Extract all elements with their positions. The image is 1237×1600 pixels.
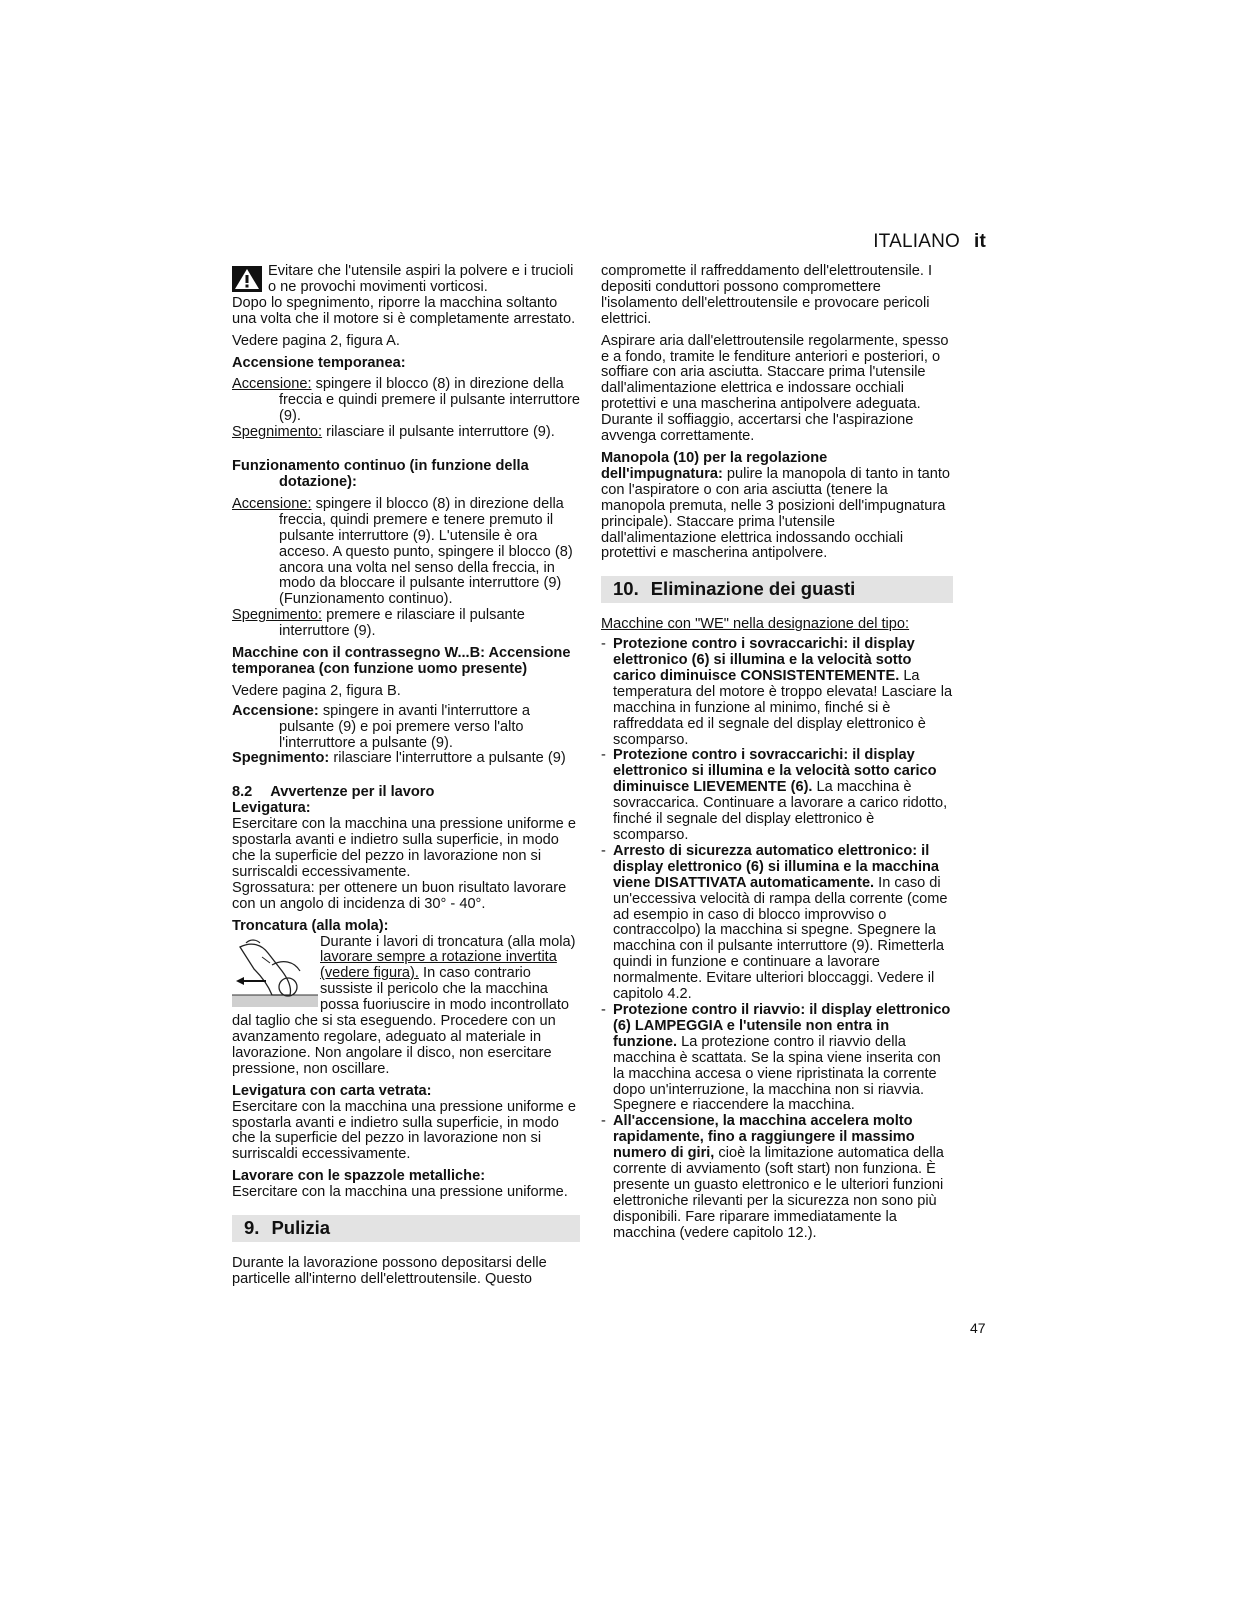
item-bold: Arresto di sicurezza automatico elettronico: il display elettronico (6) si illumina e la macchina viene DISATTIVATA automaticamente. [613,842,940,891]
item-text: In caso di un'eccessiva velocità di rampa della corrente (come ad esempio in caso di blocco improvviso o contraccolpo) la macchina si spegne. Spegnere la macchina con il pulsante interruttore (9). Rimetterla quindi in funzione e continuare a lavorare normalmente. Evitare ulteriori bloccaggi. Vedere il capitolo 4.2. [613,874,948,1003]
paragraph: Dopo lo spegnimento, riporre la macchina soltanto una volta che il motore si è completamente arrestato. [232,294,576,327]
item-bold: Protezione contro i sovraccarichi: il display elettronico si illumina e la velocità sotto carico diminuisce LIEVEMENTE (6). [613,747,937,796]
header-language-code: it [973,231,986,252]
section-number: 10. [613,578,639,600]
instruction-text: spingere il blocco (8) in direzione della freccia, quindi premere e tenere premuto il pulsante interruttore (9). L'utensile è ora acceso. A questo punto, spingere il blocco (8) ancora una volta nel senso della freccia, in modo da bloccare il pulsante interruttore (9) (Funzionamento continuo). [279,495,573,608]
label-spegnimento: Spegnimento: [232,750,330,767]
list-item [601,637,953,748]
paragraph: Durante la lavorazione possono depositarsi delle particelle all'interno dell'elettroutensile. Questo [232,1254,547,1287]
paragraph: Vedere pagina 2, figura A. [232,332,400,349]
instruction-text: rilasciare l'interruttore a pulsante (9) [329,750,566,767]
instruction-switch-on [232,377,580,425]
label-accensione: Accensione: [232,376,312,393]
label-accensione: Accensione: [232,495,312,512]
paragraph-text: pulire la manopola di tanto in tanto con l'aspiratore o con aria asciutta (tenere la manopola premuta, nelle 3 posizioni dell'impugnatura principale). Staccare prima l'utensile dall'alimentazione elettrica indossando occhiali protettivi e mascherina antipolvere. [601,465,951,562]
label-spegnimento: Spegnimento: [232,424,323,441]
page-header [873,231,986,253]
section-title: Eliminazione dei guasti [650,578,856,600]
instruction-switch-on [232,497,580,608]
label-accensione: Accensione: [232,702,319,719]
header-language: ITALIANO [873,231,960,252]
cutting-figure-illustration [232,937,318,1007]
item-bold: Protezione contro i sovraccarichi: il display elettronico (6) si illumina e la velocità sotto carico diminuisce CONSISTENTEMENTE. [613,636,915,684]
paragraph: Vedere pagina 2, figura B. [232,682,401,699]
bold-lead: Manopola (10) per la regolazione dell'impugnatura: [601,449,828,482]
cutting-section [232,935,580,1078]
instruction-text: spingere il blocco (8) in direzione della freccia e quindi premere il pulsante interruttore (9). [279,376,580,425]
right-column [601,264,953,1242]
section-heading-troubleshooting [601,576,953,603]
instruction-switch-off [232,751,580,767]
heading-wire-brushes: Lavorare con le spazzole metalliche: [232,1168,486,1185]
heading-continuous-operation: Funzionamento continuo (in funzione della dotazione): [232,458,529,490]
heading-temporary-switch-on: Accensione temporanea: [232,354,406,371]
paragraph: compromette il raffreddamento dell'elettroutensile. I depositi conduttori possono compromettere l'isolamento dell'elettroutensile e provocare pericoli elettrici. [601,263,933,327]
instruction-switch-off [232,608,580,640]
paragraph: Esercitare con la macchina una pressione uniforme e spostarla avanti e indietro sulla superficie, in modo che la superficie del pezzo in lavorazione non si surriscaldi eccessivamente. [232,816,576,880]
item-bold: All'accensione, la macchina accelera molto rapidamente, fino a raggiungere il massimo numero di giri, [613,1113,915,1162]
cutting-text: In caso contrario sussiste il pericolo che la macchina possa fuoriuscire in modo incontrollato dal taglio che si sta eseguendo. Procedere con un avanzamento regolare, adeguato al materiale in lavorazione. Non angolare il disco, non esercitare pressione, non oscillare. [232,965,570,1077]
section-number: 9. [244,1217,260,1239]
paragraph: Sgrossatura: per ottenere un buon risultato lavorare con un angolo di incidenza di 30° - 40°. [232,879,567,912]
label-spegnimento: Spegnimento: [232,607,323,624]
item-text: La temperatura del motore è troppo elevata! Lasciare la macchina in funzione al minimo, finché si è raffreddata ed il segnale del display elettronico è scomparso. [613,667,953,748]
we-machines-line: Macchine con "WE" nella designazione del tipo: [601,616,910,633]
heading-sandpaper: Levigatura con carta vetrata: [232,1082,432,1099]
warning-text: Evitare che l'utensile aspiri la polvere e i trucioli o ne provochi movimenti vorticosi. [268,263,574,295]
paragraph: Esercitare con la macchina una pressione uniforme. [232,1184,568,1201]
subsection-title: Avvertenze per il lavoro [270,784,435,801]
paragraph-handle-knob [601,451,953,562]
section-title: Pulizia [271,1217,331,1239]
left-column [232,264,580,1294]
paragraph: Esercitare con la macchina una pressione uniforme e spostarla avanti e indietro sulla superficie, in modo che la superficie del pezzo in lavorazione non si surriscaldi eccessivamente. [232,1098,576,1163]
heading-sanding: Levigatura: [232,800,311,817]
instruction-text: spingere in avanti l'interruttore a pulsante (9) e poi premere verso l'alto l'interruttore a pulsante (9). [279,702,531,751]
subsection-number: 8.2 [232,784,253,801]
cutting-text: Durante i lavori di troncatura (alla mola) [320,933,576,950]
list-item [601,748,953,843]
heading-cutting: Troncatura (alla mola): [232,917,389,934]
instruction-text: rilasciare il pulsante interruttore (9). [322,424,555,441]
troubleshooting-list [601,637,953,1241]
page-number: 47 [970,1320,986,1336]
warning-note [232,264,580,296]
instruction-text: premere e rilasciare il pulsante interruttore (9). [279,607,525,640]
cutting-text-underlined: lavorare sempre a rotazione invertita (vedere figura). [320,949,557,982]
item-bold: Protezione contro il riavvio: il display elettronico (6) LAMPEGGIA e l'utensile non entra in funzione. [613,1001,951,1050]
item-text: La protezione contro il riavvio della macchina è scattata. Se la spina viene inserita con la macchina accesa o viene ripristinata la corrente dopo un'interruzione, la macchina non si riavvia. Spegnere e riaccendere la macchina. [613,1033,941,1114]
list-item [601,1114,953,1241]
subsection-heading [232,785,580,801]
paragraph: Aspirare aria dall'elettroutensile regolarmente, spesso e a fondo, tramite le fenditure anteriori e posteriori, o soffiare con aria asciutta. Staccare prima l'utensile dall'alimentazione elettrica e indossare occhiali protettivi e una mascherina antipolvere adeguata. Durante il soffiaggio, accertarsi che l'aspirazione avvenga correttamente. [601,332,949,445]
list-item [601,1003,953,1114]
list-item [601,844,953,1003]
instruction-switch-on [232,704,580,752]
instruction-switch-off [232,425,580,441]
warning-triangle-icon [232,266,262,292]
section-heading-cleaning [232,1215,580,1242]
item-text: La macchina è sovraccarica. Continuare a lavorare a carico ridotto, finché il segnale del display elettronico è scomparso. [613,779,948,843]
item-text: cioè la limitazione automatica della corrente di avviamento (soft start) non funziona. È presente un guasto elettronico e le ulteriori funzioni elettroniche rilevanti per la sicurezza non sono più disponibili. Fare riparare immediatamente la macchina (vedere capitolo 12.). [613,1145,944,1241]
heading-wb-machines: Macchine con il contrassegno W...B: Accensione temporanea (con funzione uomo presente) [232,645,571,677]
